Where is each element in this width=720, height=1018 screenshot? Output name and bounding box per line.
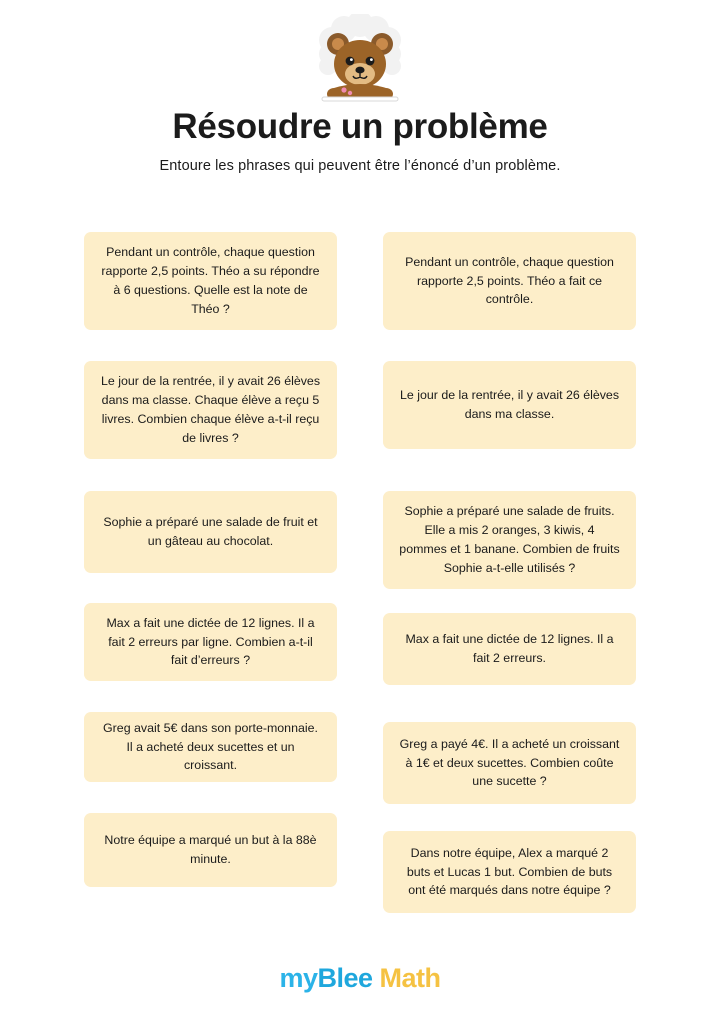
statement-card[interactable] [383,831,636,913]
statement-text: Le jour de la rentrée, il y avait 26 élèves dans ma classe. Chaque élève a reçu 5 livres. Combien chaque élève a-t-il reçu de livres ? [100,374,321,445]
statement-card[interactable] [84,603,337,681]
brand-blee: Blee [317,963,373,993]
statement-text: Sophie a préparé une salade de fruits. Elle a mis 2 oranges, 3 kiwis, 4 pommes et 1 banane. Combien de fruits Sophie a-t-elle utilisés ? [399,504,620,575]
statement-card[interactable] [383,722,636,804]
statement-text: Notre équipe a marqué un but à la 88è minute. [104,833,317,866]
statement-text: Greg a payé 4€. Il a acheté un croissant à 1€ et deux sucettes. Combien coûte une sucette ? [399,736,620,789]
statement-card[interactable] [383,613,636,685]
left-column [84,232,337,913]
statement-card[interactable] [383,361,636,449]
statement-card[interactable] [383,491,636,589]
brand-my: my [279,963,318,993]
page-title: Résoudre un problème [172,107,548,146]
right-column [383,232,636,913]
statement-text: Sophie a préparé une salade de fruit et un gâteau au chocolat. [103,515,318,548]
page-header [0,0,720,174]
statement-card[interactable] [84,361,337,459]
statement-text: Greg avait 5€ dans son porte-monnaie. Il a acheté deux sucettes et un croissant. [103,720,318,773]
statement-text: Dans notre équipe, Alex a marqué 2 buts et Lucas 1 but. Combien de buts ont été marqués dans notre équipe ? [406,845,613,898]
brand-math: Math [379,963,441,993]
statement-card[interactable] [84,712,337,782]
statement-text: Le jour de la rentrée, il y avait 26 élèves dans ma classe. [399,388,620,421]
statement-card[interactable] [84,232,337,330]
statement-card[interactable] [84,491,337,573]
statement-text: Max a fait une dictée de 12 lignes. Il a fait 2 erreurs. [405,632,614,665]
statement-card[interactable] [383,232,636,330]
page-instruction: Entoure les phrases qui peuvent être l’énoncé d’un problème. [159,157,561,174]
statement-card[interactable] [84,813,337,887]
statement-text: Max a fait une dictée de 12 lignes. Il a fait 2 erreurs par ligne. Combien a-t-il fait d’erreurs ? [106,615,315,668]
statement-cards-grid [0,232,720,913]
statement-text: Pendant un contrôle, chaque question rapporte 2,5 points. Théo a fait ce contrôle. [405,254,614,307]
brand-logo [0,963,720,994]
statement-text: Pendant un contrôle, chaque question rapporte 2,5 points. Théo a su répondre à 6 questions. Quelle est la note de Théo ? [101,245,320,316]
bear-mascot-icon [300,14,420,106]
